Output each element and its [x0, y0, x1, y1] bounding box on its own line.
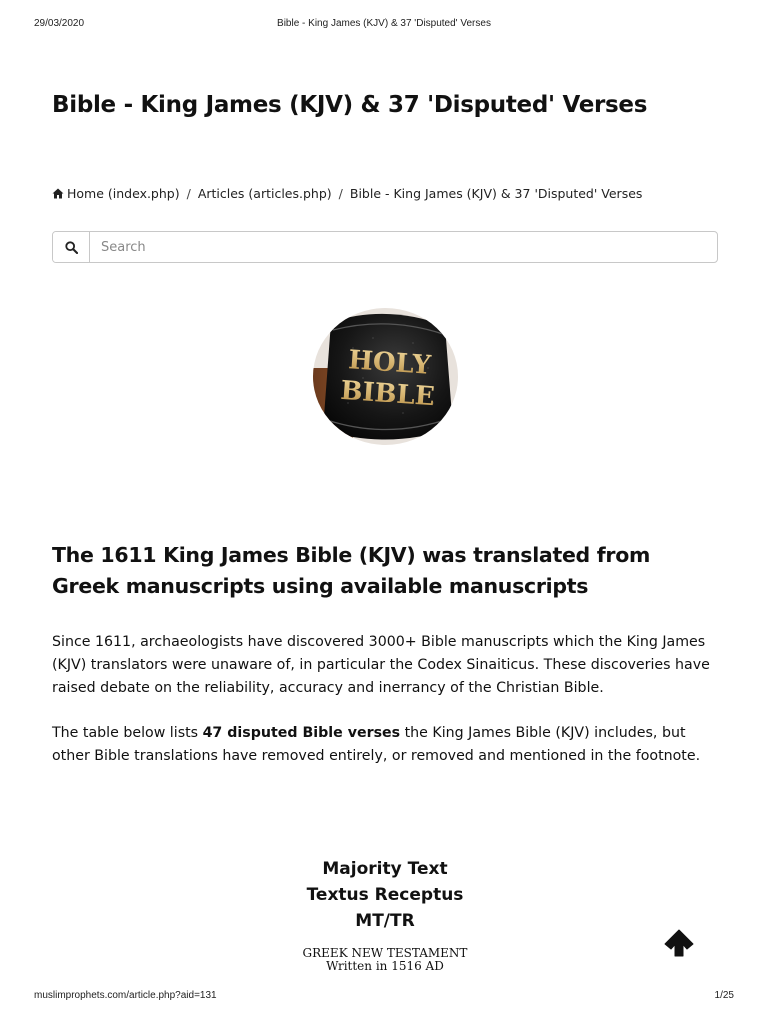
- image-text-holy: HOLY: [347, 345, 432, 381]
- search-bar: [52, 231, 718, 263]
- arrow-up-icon: [663, 928, 695, 958]
- greek-new-testament-label: GREEK NEW TESTAMENT: [302, 946, 468, 960]
- breadcrumb-current: Bible - King James (KJV) & 37 'Disputed' Verses: [349, 186, 643, 201]
- paragraph-text: the King James Bible (KJV) includes, but other Bible translations have removed entirely, or removed and mentioned in the footnote.: [52, 725, 701, 764]
- written-date-label: Written in 1516 AD: [326, 959, 444, 973]
- breadcrumb: [52, 186, 642, 201]
- textus-receptus-title: Textus Receptus: [306, 885, 464, 905]
- holy-bible-illustration: [313, 308, 458, 445]
- table-intro-paragraph: [52, 722, 722, 768]
- search-button[interactable]: [53, 232, 90, 262]
- mt-tr-title: MT/TR: [355, 911, 415, 931]
- back-to-top-button[interactable]: [663, 928, 695, 958]
- breadcrumb-home-link[interactable]: Home (index.php): [67, 186, 180, 201]
- majority-text-header: [52, 856, 718, 973]
- print-header: [34, 18, 734, 32]
- print-date: 29/03/2020: [34, 18, 85, 29]
- breadcrumb-separator: /: [186, 186, 191, 201]
- search-input[interactable]: [90, 232, 717, 262]
- majority-text-title: Majority Text: [322, 859, 448, 879]
- print-footer: [34, 990, 734, 1004]
- paragraph-text: The table below lists: [52, 725, 203, 741]
- page-title: Bible - King James (KJV) & 37 'Disputed' Verses: [52, 92, 648, 118]
- intro-paragraph: Since 1611, archaeologists have discovered 3000+ Bible manuscripts which the King James (KJV) translators were unaware of, in particular the Codex Sinaiticus. These discoveries have raised debate on the reliability, accuracy and inerrancy of the Christian Bible.: [52, 634, 710, 696]
- section-heading: The 1611 King James Bible (KJV) was translated from Greek manuscripts using available manuscripts: [52, 543, 651, 598]
- search-icon: [65, 241, 78, 254]
- print-page-number: 1/25: [714, 990, 734, 1001]
- holy-bible-image: [313, 308, 458, 445]
- print-title: Bible - King James (KJV) & 37 'Disputed' Verses: [277, 18, 491, 29]
- paragraph-bold-text: 47 disputed Bible verses: [202, 725, 401, 741]
- image-text-bible: BIBLE: [339, 375, 436, 413]
- breadcrumb-articles-link[interactable]: Articles (articles.php): [197, 186, 332, 201]
- print-url: muslimprophets.com/article.php?aid=131: [34, 990, 217, 1001]
- breadcrumb-separator: /: [338, 186, 343, 201]
- home-icon: [52, 188, 64, 199]
